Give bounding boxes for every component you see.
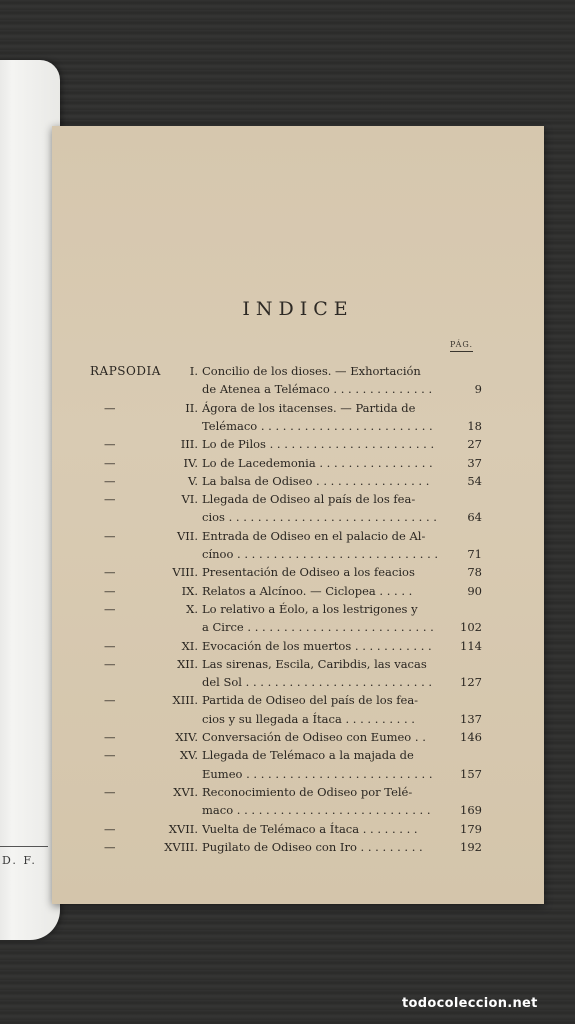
rhapsody-label: RAPSODIA bbox=[90, 364, 161, 378]
toc-line bbox=[52, 637, 544, 655]
entry-title: Presentación de Odiseo a los feacios bbox=[202, 565, 415, 580]
rhapsody-number: XVIII. bbox=[164, 839, 198, 854]
page-number: 192 bbox=[460, 839, 482, 854]
entry-title: Reconocimiento de Odiseo por Telé- bbox=[202, 784, 413, 799]
page-number: 18 bbox=[467, 418, 482, 433]
entry-title: Ágora de los itacenses. — Partida de bbox=[202, 400, 416, 415]
page-number: 64 bbox=[467, 510, 482, 525]
entry-title: Eumeo . . . . . . . . . . . . . . . . . . . . . . . . . . bbox=[202, 766, 433, 781]
page-number: 102 bbox=[460, 620, 482, 635]
toc-line bbox=[52, 691, 544, 709]
toc-line bbox=[52, 362, 544, 380]
entry-title: Evocación de los muertos . . . . . . . . . . . bbox=[202, 638, 432, 653]
footer-rule bbox=[0, 846, 48, 847]
page-number: 127 bbox=[460, 675, 482, 690]
rhapsody-number: XIV. bbox=[175, 730, 198, 744]
page-number: 90 bbox=[467, 583, 482, 598]
entry-title: maco . . . . . . . . . . . . . . . . . . . . . . . . . . . bbox=[202, 803, 431, 818]
rhapsody-number: II. bbox=[185, 400, 198, 415]
rhapsody-number: VI. bbox=[181, 492, 198, 507]
index-page bbox=[52, 126, 544, 904]
toc-line bbox=[52, 820, 544, 838]
entry-title: cios y su llegada a Ítaca . . . . . . . . . . bbox=[202, 711, 415, 726]
toc-line bbox=[52, 618, 544, 636]
toc-line bbox=[52, 508, 544, 526]
toc-line bbox=[52, 765, 544, 783]
page-number: 169 bbox=[460, 803, 482, 818]
entry-title: Lo de Lacedemonia . . . . . . . . . . . . . . . . bbox=[202, 455, 433, 470]
rhapsody-number: IX. bbox=[181, 583, 198, 598]
entry-title: a Circe . . . . . . . . . . . . . . . . . . . . . . . . . . bbox=[202, 620, 434, 635]
ditto-dash: — bbox=[104, 473, 116, 488]
rhapsody-number: V. bbox=[188, 473, 198, 488]
page-column-header: PÁG. bbox=[450, 340, 473, 352]
rhapsody-number: X. bbox=[186, 601, 198, 616]
entry-title: del Sol . . . . . . . . . . . . . . . . . . . . . . . . . . bbox=[202, 675, 433, 690]
entry-title: Lo de Pilos . . . . . . . . . . . . . . . . . . . . . . . bbox=[202, 437, 435, 452]
rhapsody-number: XI. bbox=[181, 638, 198, 653]
ditto-dash: — bbox=[104, 400, 116, 415]
toc-line bbox=[52, 527, 544, 545]
entry-title: La balsa de Odiseo . . . . . . . . . . . . . . . . bbox=[202, 473, 430, 488]
ditto-dash: — bbox=[104, 565, 116, 580]
rhapsody-number: XIII. bbox=[172, 693, 198, 708]
entry-title: Entrada de Odiseo en el palacio de Al- bbox=[202, 528, 426, 543]
rhapsody-number: III. bbox=[180, 437, 198, 452]
toc-line bbox=[52, 545, 544, 563]
entry-title: Las sirenas, Escila, Caribdis, las vacas bbox=[202, 656, 427, 671]
entry-title: Concilio de los dioses. — Exhortación bbox=[202, 364, 421, 378]
toc-line bbox=[52, 710, 544, 728]
page-number: 27 bbox=[467, 437, 482, 452]
entry-title: Pugilato de Odiseo con Iro . . . . . . . . . bbox=[202, 839, 423, 854]
ditto-dash: — bbox=[104, 839, 116, 854]
ditto-dash: — bbox=[104, 784, 116, 799]
page-footer-text: D. F. bbox=[2, 854, 37, 867]
ditto-dash: — bbox=[104, 492, 116, 507]
toc-line bbox=[52, 600, 544, 618]
entry-title: cios . . . . . . . . . . . . . . . . . . . . . . . . . . . . . bbox=[202, 510, 437, 525]
rhapsody-number: XVII. bbox=[168, 821, 198, 836]
toc-line bbox=[52, 783, 544, 801]
ditto-dash: — bbox=[104, 455, 116, 470]
toc-line bbox=[52, 435, 544, 453]
page-title: INDICE bbox=[242, 298, 354, 320]
toc-line bbox=[52, 838, 544, 856]
ditto-dash: — bbox=[104, 693, 116, 708]
page-number: 146 bbox=[460, 730, 482, 744]
watermark-brand: todocoleccion bbox=[402, 996, 508, 1011]
entry-title: Vuelta de Telémaco a Ítaca . . . . . . . . bbox=[202, 821, 418, 836]
rhapsody-number: VIII. bbox=[172, 565, 198, 580]
ditto-dash: — bbox=[104, 748, 116, 763]
ditto-dash: — bbox=[104, 730, 116, 744]
page-number: 114 bbox=[460, 638, 482, 653]
page-number: 78 bbox=[467, 565, 482, 580]
ditto-dash: — bbox=[104, 656, 116, 671]
entry-title: Llegada de Telémaco a la majada de bbox=[202, 748, 414, 763]
rhapsody-number: I. bbox=[189, 364, 198, 378]
entry-title: cínoo . . . . . . . . . . . . . . . . . . . . . . . . . . . . bbox=[202, 547, 439, 561]
toc-line bbox=[52, 582, 544, 600]
rhapsody-number: XII. bbox=[177, 656, 198, 671]
entry-title: Lo relativo a Éolo, a los lestrigones y bbox=[202, 601, 418, 616]
rhapsody-number: IV. bbox=[183, 455, 198, 470]
page-number: 9 bbox=[474, 382, 482, 397]
entry-title: de Atenea a Telémaco . . . . . . . . . . . . . . bbox=[202, 382, 433, 397]
ditto-dash: — bbox=[104, 601, 116, 616]
toc-line bbox=[52, 746, 544, 764]
toc-line bbox=[52, 454, 544, 472]
entry-title: Conversación de Odiseo con Eumeo . . bbox=[202, 730, 426, 744]
entry-title: Llegada de Odiseo al país de los fea- bbox=[202, 492, 416, 507]
page-number: 71 bbox=[467, 547, 482, 561]
ditto-dash: — bbox=[104, 437, 116, 452]
page-number: 137 bbox=[460, 711, 482, 726]
entry-title: Relatos a Alcínoo. — Ciclopea . . . . . bbox=[202, 583, 413, 598]
ditto-dash: — bbox=[104, 583, 116, 598]
toc-line bbox=[52, 417, 544, 435]
toc-line bbox=[52, 728, 544, 746]
toc-line bbox=[52, 563, 544, 581]
page-number: 37 bbox=[467, 455, 482, 470]
rhapsody-number: XV. bbox=[179, 748, 198, 763]
watermark bbox=[402, 996, 538, 1011]
rhapsody-number: XVI. bbox=[173, 784, 198, 799]
toc-line bbox=[52, 472, 544, 490]
toc-line bbox=[52, 380, 544, 398]
rhapsody-number: VII. bbox=[176, 528, 198, 543]
ditto-dash: — bbox=[104, 528, 116, 543]
toc-line bbox=[52, 490, 544, 508]
ditto-dash: — bbox=[104, 638, 116, 653]
entry-title: Telémaco . . . . . . . . . . . . . . . . . . . . . . . . bbox=[202, 418, 433, 433]
page-number: 157 bbox=[460, 766, 482, 781]
ditto-dash: — bbox=[104, 821, 116, 836]
toc-line bbox=[52, 801, 544, 819]
toc-line bbox=[52, 655, 544, 673]
page-number: 54 bbox=[467, 473, 482, 488]
adjacent-white-page bbox=[0, 60, 60, 940]
entry-title: Partida de Odiseo del país de los fea- bbox=[202, 693, 419, 708]
toc-line bbox=[52, 399, 544, 417]
toc-line bbox=[52, 673, 544, 691]
watermark-tld: .net bbox=[507, 996, 538, 1011]
page-number: 179 bbox=[460, 821, 482, 836]
